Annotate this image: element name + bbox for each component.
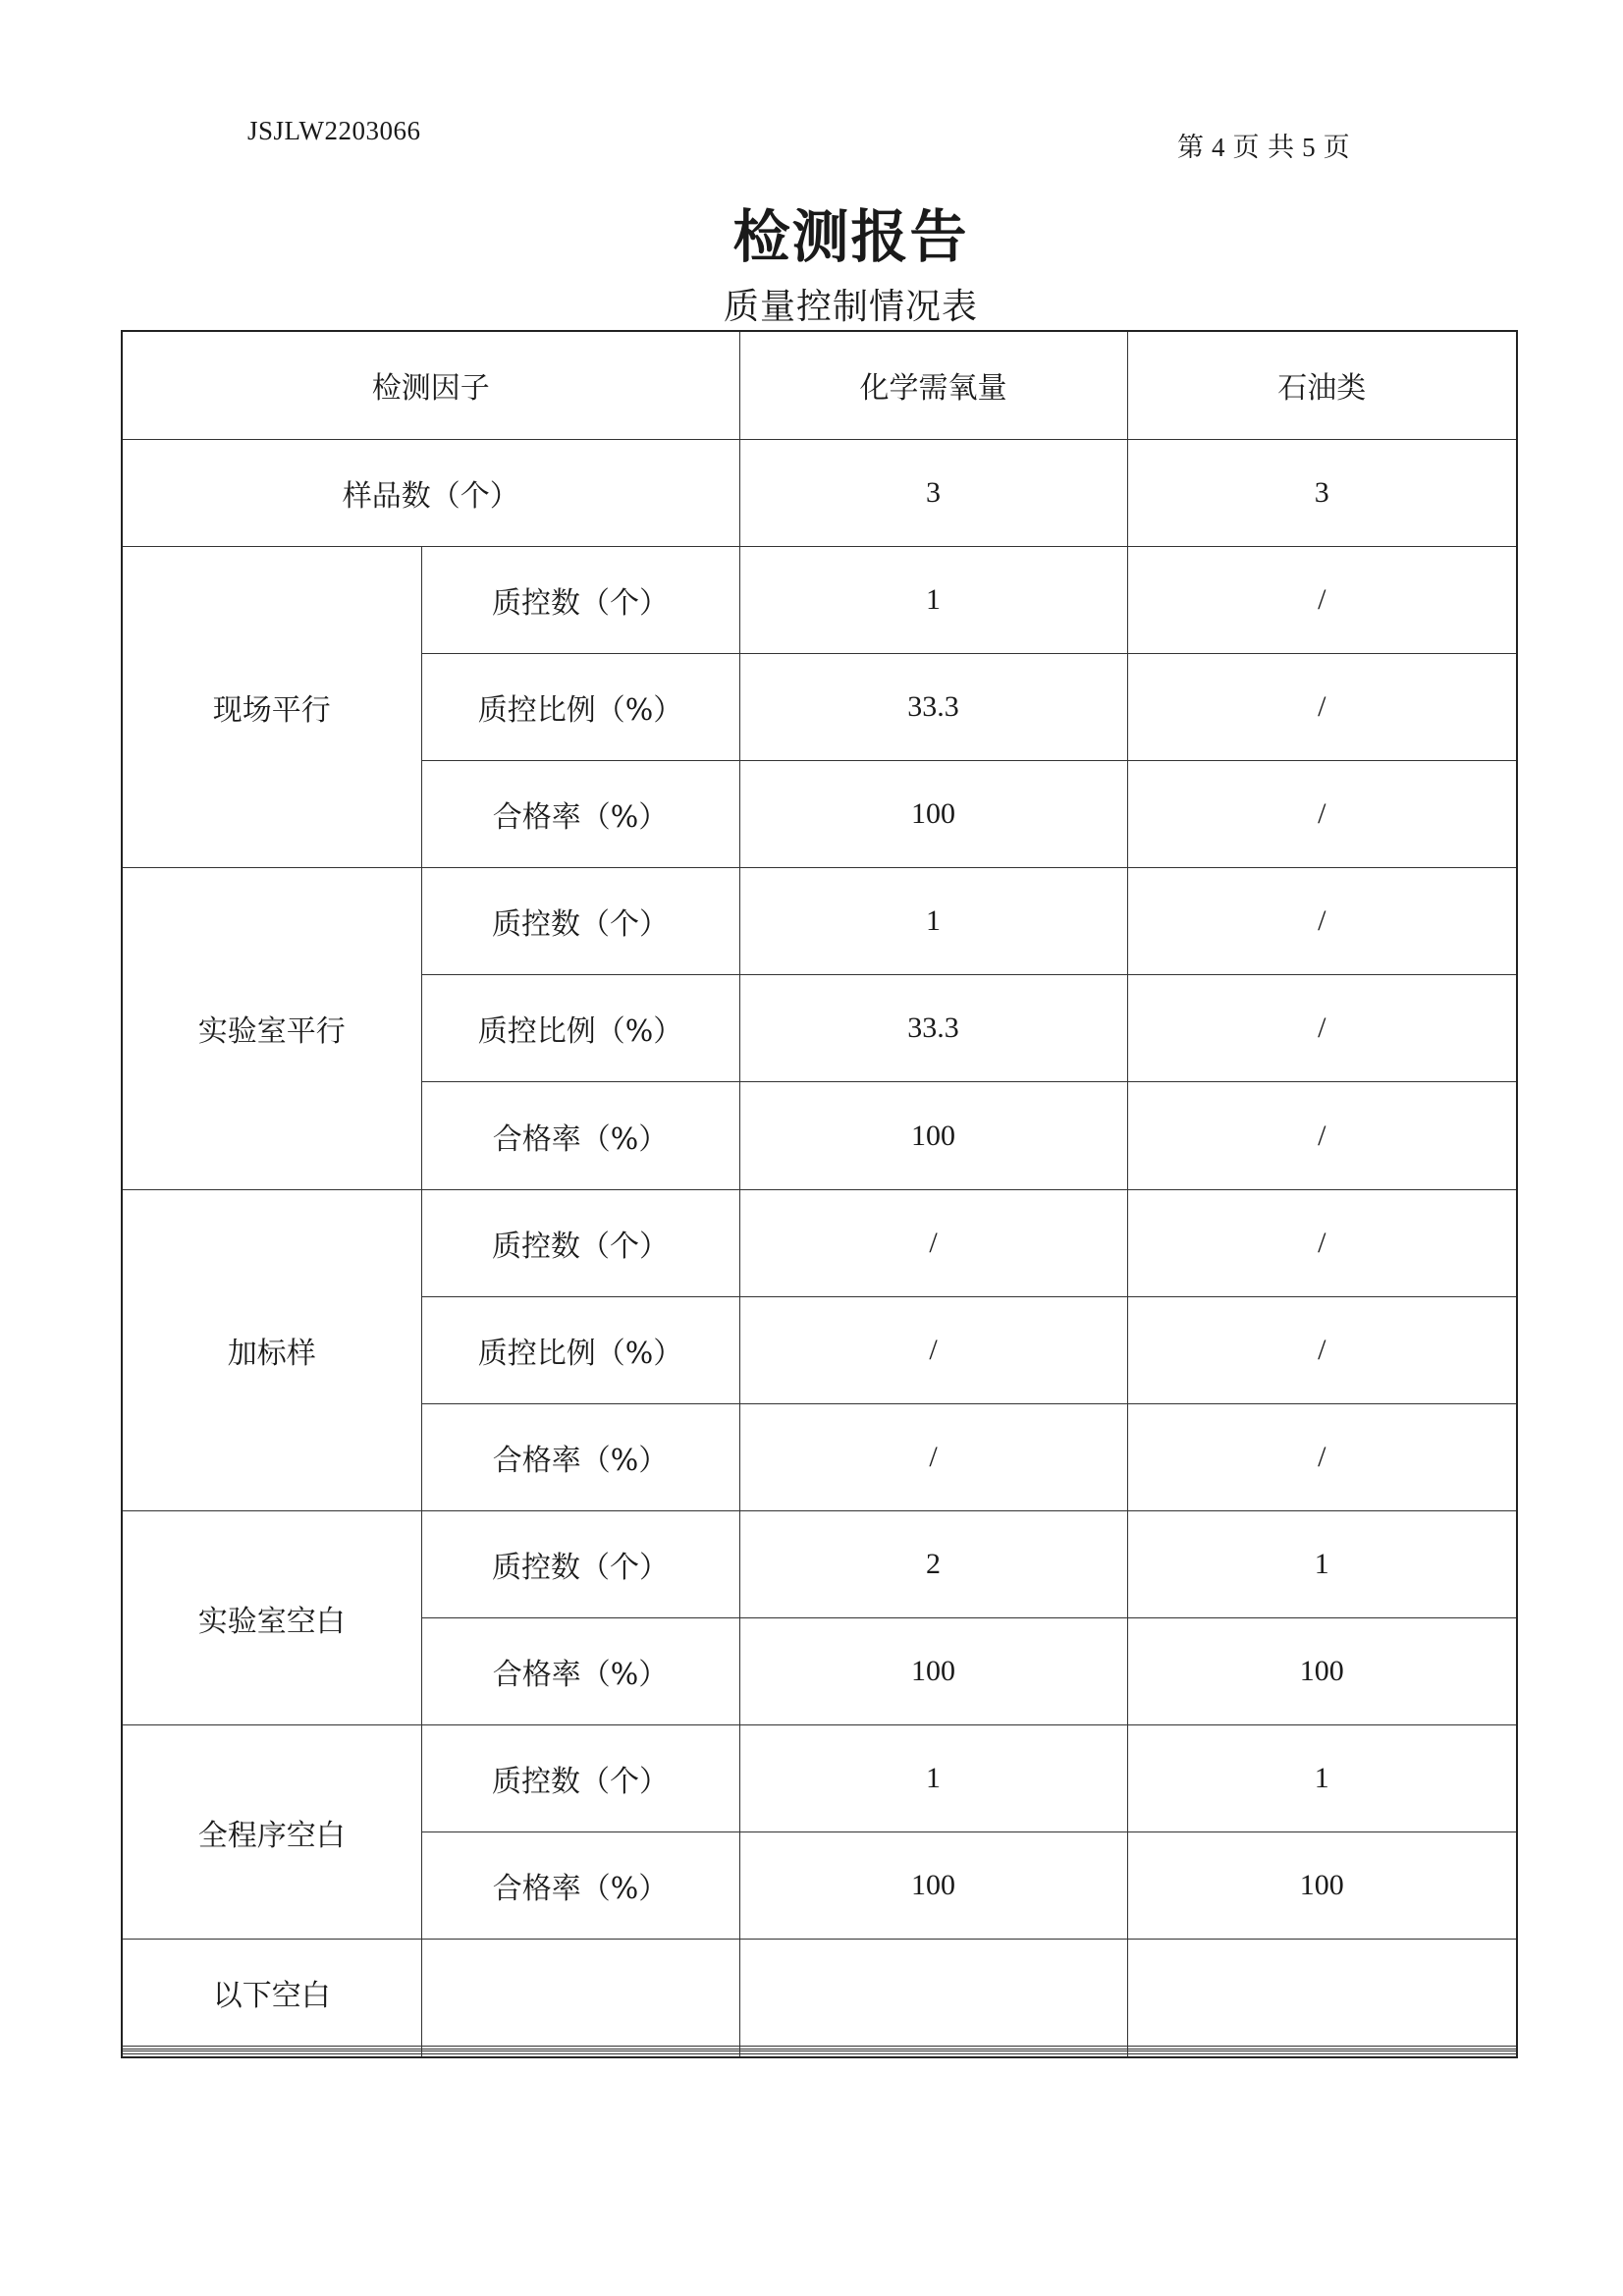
empty-cell — [739, 2053, 1127, 2057]
column-header-petroleum: 石油类 — [1127, 331, 1517, 439]
value-cod: 100 — [739, 1618, 1127, 1725]
value-petroleum: / — [1127, 1189, 1517, 1296]
metric-label: 质控数（个） — [421, 1189, 739, 1296]
value-petroleum: / — [1127, 546, 1517, 653]
value-cod: 33.3 — [739, 654, 1127, 761]
empty-row — [122, 2053, 1517, 2057]
value-cod: 33.3 — [739, 975, 1127, 1082]
table-row — [122, 1189, 1517, 1296]
value-petroleum: / — [1127, 761, 1517, 868]
sample-count-petroleum: 3 — [1127, 439, 1517, 546]
group-label: 加标样 — [122, 1189, 421, 1510]
value-petroleum: 100 — [1127, 1832, 1517, 1940]
empty-cell — [739, 1940, 1127, 2047]
page-total: 5 — [1302, 133, 1316, 162]
sample-count-cod: 3 — [739, 439, 1127, 546]
empty-cell — [421, 1940, 739, 2047]
metric-label: 合格率（%） — [421, 1618, 739, 1725]
value-petroleum: 1 — [1127, 1510, 1517, 1617]
metric-label: 质控数（个） — [421, 868, 739, 975]
blank-note-row — [122, 1940, 1517, 2047]
metric-label: 合格率（%） — [421, 761, 739, 868]
value-cod: / — [739, 1296, 1127, 1403]
empty-cell — [1127, 2053, 1517, 2057]
empty-cell — [122, 2053, 421, 2057]
value-petroleum: / — [1127, 1082, 1517, 1189]
sample-count-row — [122, 439, 1517, 546]
empty-cell — [421, 2053, 739, 2057]
value-petroleum: 1 — [1127, 1725, 1517, 1832]
group-label: 现场平行 — [122, 546, 421, 867]
value-petroleum: / — [1127, 868, 1517, 975]
metric-label: 质控数（个） — [421, 1725, 739, 1832]
column-header-cod: 化学需氧量 — [739, 331, 1127, 439]
metric-label: 质控数（个） — [421, 1510, 739, 1617]
value-petroleum: / — [1127, 654, 1517, 761]
report-number: JSJLW2203066 — [247, 116, 421, 145]
value-cod: 100 — [739, 1082, 1127, 1189]
page-current: 4 — [1212, 133, 1225, 162]
value-cod: 1 — [739, 546, 1127, 653]
value-cod: 100 — [739, 761, 1127, 868]
metric-label: 质控比例（%） — [421, 975, 739, 1082]
group-label: 全程序空白 — [122, 1725, 421, 1940]
page-indicator — [1173, 126, 1354, 164]
table-row — [122, 546, 1517, 653]
value-petroleum: / — [1127, 975, 1517, 1082]
metric-label: 质控比例（%） — [421, 654, 739, 761]
page-mid: 页 共 — [1232, 133, 1295, 163]
table-row — [122, 1510, 1517, 1617]
quality-control-table — [121, 330, 1518, 2058]
page-suffix: 页 — [1323, 133, 1350, 163]
group-label: 实验室空白 — [122, 1510, 421, 1724]
value-petroleum: / — [1127, 1403, 1517, 1510]
factor-header: 检测因子 — [122, 331, 739, 439]
empty-cell — [1127, 1940, 1517, 2047]
metric-label: 合格率（%） — [421, 1832, 739, 1940]
metric-label: 合格率（%） — [421, 1082, 739, 1189]
value-cod: 2 — [739, 1510, 1127, 1617]
blank-note: 以下空白 — [122, 1940, 421, 2047]
page-prefix: 第 — [1177, 133, 1204, 163]
value-petroleum: / — [1127, 1296, 1517, 1403]
value-cod: 1 — [739, 868, 1127, 975]
value-cod: / — [739, 1403, 1127, 1510]
group-label: 实验室平行 — [122, 868, 421, 1189]
table-header-row — [122, 331, 1517, 439]
value-cod: 1 — [739, 1725, 1127, 1832]
value-cod: 100 — [739, 1832, 1127, 1940]
metric-label: 质控数（个） — [421, 546, 739, 653]
report-title: 检测报告 — [732, 203, 969, 270]
table-subtitle: 质量控制情况表 — [723, 287, 978, 327]
sample-count-label: 样品数（个） — [122, 439, 739, 546]
table-row — [122, 1725, 1517, 1832]
value-cod: / — [739, 1189, 1127, 1296]
metric-label: 合格率（%） — [421, 1403, 739, 1510]
value-petroleum: 100 — [1127, 1618, 1517, 1725]
table-row — [122, 868, 1517, 975]
metric-label: 质控比例（%） — [421, 1296, 739, 1403]
